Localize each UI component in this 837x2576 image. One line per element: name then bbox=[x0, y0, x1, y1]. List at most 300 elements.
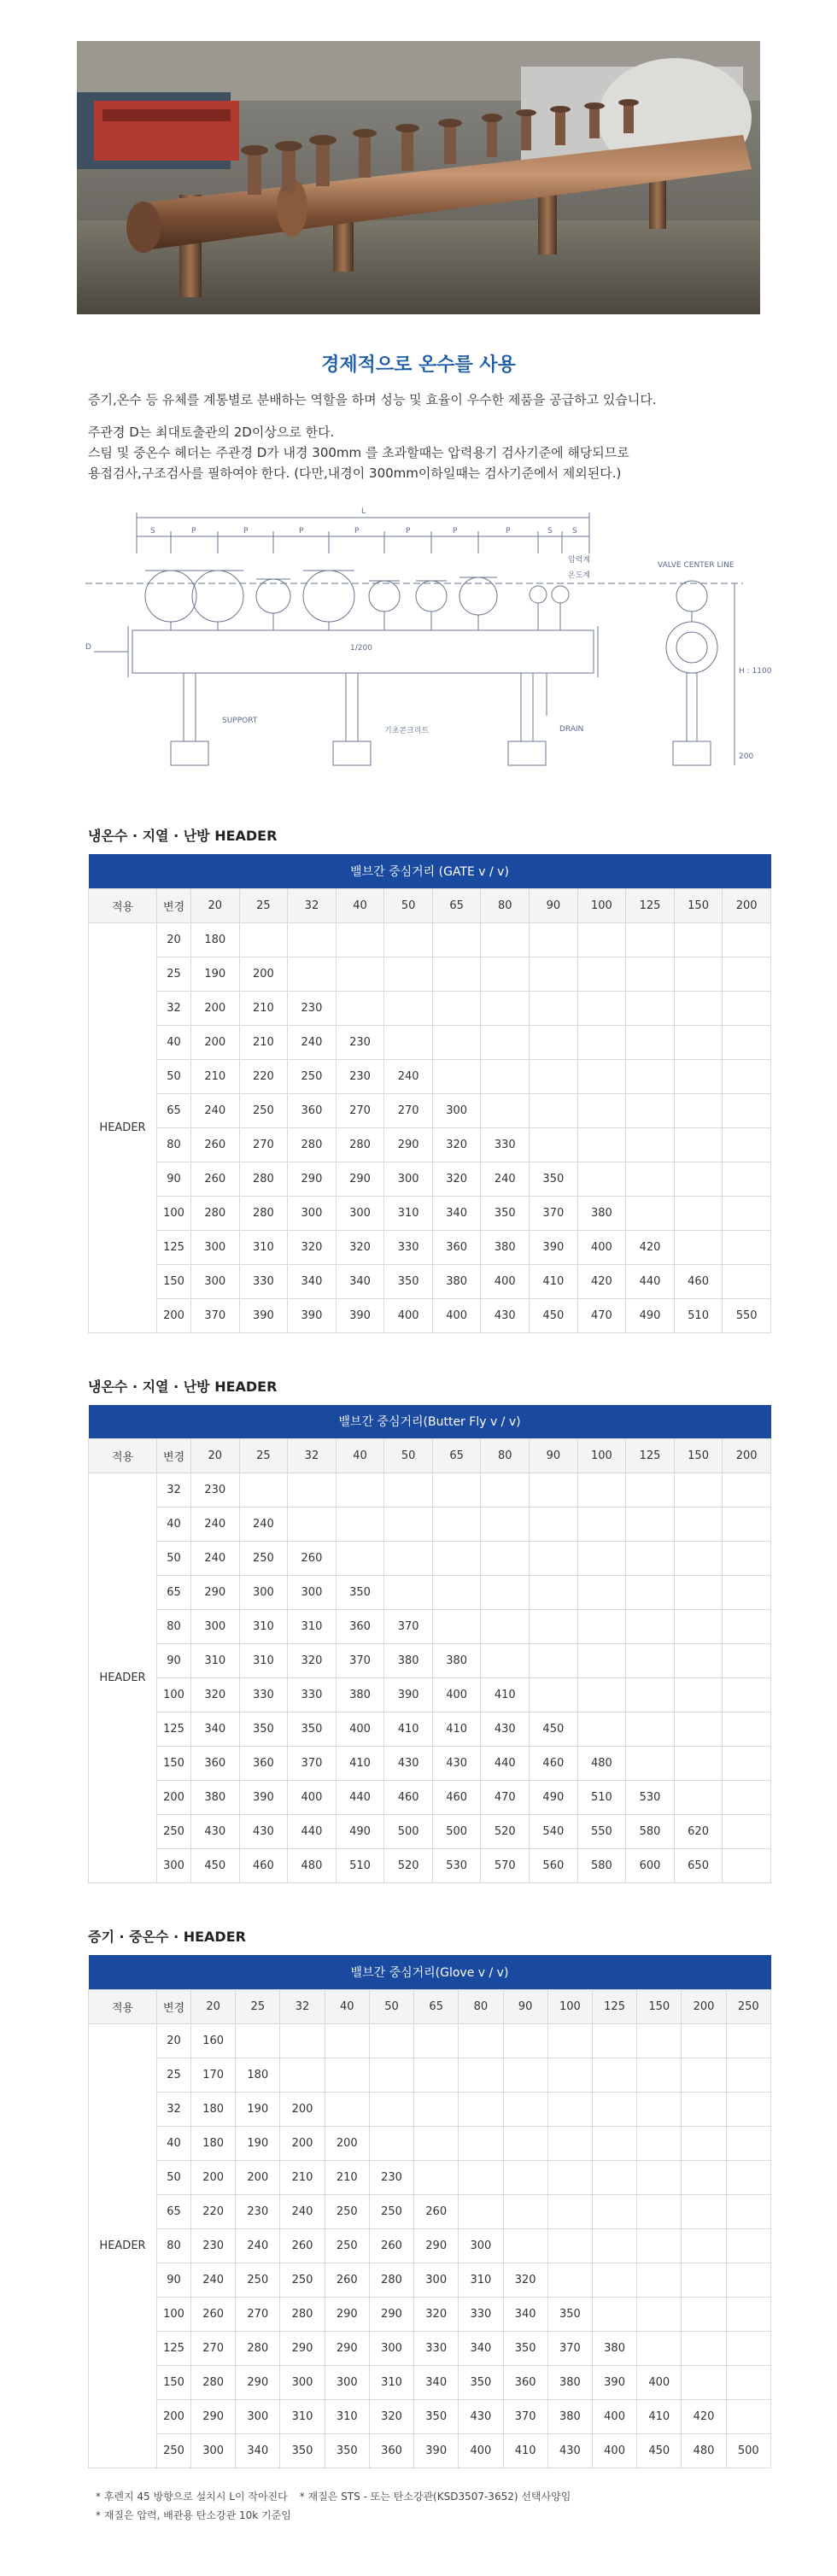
table-cell bbox=[547, 2194, 592, 2228]
row-size-cell: 32 bbox=[157, 1473, 191, 1508]
table-cell: 360 bbox=[239, 1747, 288, 1781]
table-cell bbox=[503, 2023, 547, 2058]
col-header: 200 bbox=[723, 1439, 771, 1473]
table-cell bbox=[637, 2228, 682, 2263]
table-cell bbox=[288, 957, 337, 991]
table-cell: 430 bbox=[239, 1815, 288, 1849]
table-header-row bbox=[89, 888, 771, 922]
table-cell: 260 bbox=[191, 1162, 240, 1196]
table-cell: 380 bbox=[592, 2331, 636, 2365]
table-cell: 250 bbox=[236, 2263, 280, 2297]
table-cell bbox=[547, 2126, 592, 2160]
table-row bbox=[89, 1508, 771, 1542]
row-size-cell: 90 bbox=[157, 1644, 191, 1678]
table-cell: 390 bbox=[239, 1298, 288, 1332]
table-cell: 290 bbox=[369, 2297, 413, 2331]
table-cell: 390 bbox=[384, 1678, 433, 1712]
table-cell bbox=[369, 2023, 413, 2058]
col-header: 32 bbox=[288, 888, 337, 922]
table-cell bbox=[723, 1747, 771, 1781]
table-cell bbox=[726, 2331, 770, 2365]
table-cell bbox=[577, 1025, 626, 1059]
row-size-cell: 40 bbox=[157, 1025, 191, 1059]
table-cell bbox=[288, 1508, 337, 1542]
table-cell bbox=[682, 2092, 726, 2126]
table-cell bbox=[432, 1576, 481, 1610]
table-cell: 300 bbox=[236, 2399, 280, 2433]
table-cell bbox=[674, 1473, 723, 1508]
table-cell: 450 bbox=[637, 2433, 682, 2468]
table-cell: 260 bbox=[288, 1542, 337, 1576]
table-cell: 300 bbox=[369, 2331, 413, 2365]
table-row bbox=[89, 1576, 771, 1610]
table-cell bbox=[336, 1508, 384, 1542]
table-title: 증기 · 중온수 · HEADER bbox=[88, 1929, 246, 1945]
table-cell: 480 bbox=[577, 1747, 626, 1781]
col-header: 150 bbox=[674, 1439, 723, 1473]
table-cell: 400 bbox=[432, 1678, 481, 1712]
table-cell: 270 bbox=[336, 1093, 384, 1127]
table-cell bbox=[481, 1473, 530, 1508]
row-size-cell: 80 bbox=[157, 1127, 191, 1162]
col-header: 150 bbox=[637, 1989, 682, 2023]
table-cell: 390 bbox=[239, 1781, 288, 1815]
row-size-cell: 40 bbox=[157, 1508, 191, 1542]
table-cell bbox=[626, 1162, 675, 1196]
table-cell bbox=[682, 2365, 726, 2399]
table-cell bbox=[432, 922, 481, 957]
row-size-cell: 25 bbox=[157, 2058, 191, 2092]
table-cell bbox=[637, 2023, 682, 2058]
table-cell: 500 bbox=[726, 2433, 770, 2468]
table-cell bbox=[530, 957, 578, 991]
table-cell bbox=[503, 2194, 547, 2228]
col-header: 125 bbox=[626, 1439, 675, 1473]
table-row bbox=[89, 1093, 771, 1127]
table-cell: 460 bbox=[432, 1781, 481, 1815]
table-cell: 450 bbox=[530, 1712, 578, 1747]
intro-note-line: 주관경 D는 최대토출관의 2D이상으로 한다. bbox=[88, 424, 335, 440]
table-cell: 320 bbox=[503, 2263, 547, 2297]
table-cell bbox=[674, 1127, 723, 1162]
table-cell bbox=[384, 1508, 433, 1542]
table-cell: 190 bbox=[191, 957, 240, 991]
table-cell: 280 bbox=[280, 2297, 325, 2331]
table-cell bbox=[626, 1127, 675, 1162]
table-cell: 180 bbox=[236, 2058, 280, 2092]
table-cell: 390 bbox=[530, 1230, 578, 1264]
table-row bbox=[89, 2092, 771, 2126]
table-cell bbox=[674, 922, 723, 957]
row-size-cell: 250 bbox=[157, 2433, 191, 2468]
table-cell: 350 bbox=[530, 1162, 578, 1196]
table-cell: 280 bbox=[239, 1162, 288, 1196]
col-header: 80 bbox=[481, 1439, 530, 1473]
table-cell: 510 bbox=[674, 1298, 723, 1332]
table-cell bbox=[384, 991, 433, 1025]
table-cell: 340 bbox=[336, 1264, 384, 1298]
table-cell: 250 bbox=[325, 2228, 369, 2263]
table-row bbox=[89, 1473, 771, 1508]
table-cell bbox=[481, 1644, 530, 1678]
table-cell bbox=[577, 1576, 626, 1610]
table-cell bbox=[682, 2194, 726, 2228]
footnotes bbox=[96, 2487, 837, 2525]
table-cell: 400 bbox=[384, 1298, 433, 1332]
table-cell: 380 bbox=[384, 1644, 433, 1678]
table-row bbox=[89, 1712, 771, 1747]
table-cell bbox=[637, 2092, 682, 2126]
table-cell: 300 bbox=[459, 2228, 503, 2263]
label-support: SUPPORT bbox=[222, 717, 258, 725]
table-cell bbox=[336, 922, 384, 957]
footnote: * 재질은 압력, 배관용 탄소강관 10k 기준임 bbox=[96, 2509, 291, 2521]
table-cell bbox=[726, 2228, 770, 2263]
col-header-apply: 적용 bbox=[89, 888, 157, 922]
table-cell: 380 bbox=[336, 1678, 384, 1712]
table-cell bbox=[723, 1264, 771, 1298]
dim-D: D bbox=[85, 643, 91, 652]
col-header: 50 bbox=[384, 1439, 433, 1473]
dim-P: P bbox=[354, 527, 360, 536]
col-header-size: 변경 bbox=[157, 1439, 191, 1473]
table-cell bbox=[592, 2092, 636, 2126]
table-cell: 350 bbox=[325, 2433, 369, 2468]
table-cell: 280 bbox=[288, 1127, 337, 1162]
table-cell bbox=[280, 2023, 325, 2058]
table-cell: 300 bbox=[191, 1610, 240, 1644]
table-cell bbox=[626, 1542, 675, 1576]
table-cell: 260 bbox=[369, 2228, 413, 2263]
table-cell: 240 bbox=[191, 1542, 240, 1576]
table-cell: 420 bbox=[682, 2399, 726, 2433]
table-row bbox=[89, 1849, 771, 1883]
table-cell: 290 bbox=[325, 2331, 369, 2365]
table-cell bbox=[481, 1542, 530, 1576]
dim-P: P bbox=[453, 527, 458, 536]
table-cell bbox=[674, 957, 723, 991]
table-cell bbox=[592, 2023, 636, 2058]
table-cell: 270 bbox=[384, 1093, 433, 1127]
table-cell bbox=[239, 922, 288, 957]
table-cell: 330 bbox=[414, 2331, 459, 2365]
table-cell: 380 bbox=[547, 2365, 592, 2399]
table-row bbox=[89, 1298, 771, 1332]
table-cell: 310 bbox=[369, 2365, 413, 2399]
table-cell bbox=[547, 2058, 592, 2092]
table-cell bbox=[723, 1644, 771, 1678]
table-cell bbox=[637, 2194, 682, 2228]
table-cell bbox=[592, 2228, 636, 2263]
table-cell: 440 bbox=[626, 1264, 675, 1298]
table-row bbox=[89, 991, 771, 1025]
table-cell: 440 bbox=[336, 1781, 384, 1815]
row-size-cell: 300 bbox=[157, 1849, 191, 1883]
table-cell: 440 bbox=[288, 1815, 337, 1849]
table-cell: 160 bbox=[191, 2023, 236, 2058]
table-cell: 320 bbox=[369, 2399, 413, 2433]
table-cell: 320 bbox=[432, 1162, 481, 1196]
table-cell bbox=[674, 1678, 723, 1712]
table-cell bbox=[637, 2331, 682, 2365]
table-cell bbox=[384, 1025, 433, 1059]
table-cell bbox=[481, 1059, 530, 1093]
table-cell bbox=[336, 991, 384, 1025]
table-cell bbox=[723, 991, 771, 1025]
table-cell: 350 bbox=[459, 2365, 503, 2399]
table-cell: 200 bbox=[191, 1025, 240, 1059]
table-cell bbox=[577, 1162, 626, 1196]
table-cell: 490 bbox=[530, 1781, 578, 1815]
table-cell bbox=[626, 1644, 675, 1678]
table-cell: 250 bbox=[325, 2194, 369, 2228]
footnote-row bbox=[96, 2487, 837, 2506]
table-cell bbox=[577, 991, 626, 1025]
intro-note-line: 용접검사,구조검사를 필하여야 한다. (다만,내경이 300mm이하일때는 검사기준에서 제외된다.) bbox=[88, 465, 622, 481]
table-cell bbox=[577, 1127, 626, 1162]
table-cell bbox=[723, 1712, 771, 1747]
table-cell: 200 bbox=[280, 2092, 325, 2126]
col-header: 65 bbox=[414, 1989, 459, 2023]
row-size-cell: 20 bbox=[157, 2023, 191, 2058]
table-cell bbox=[592, 2297, 636, 2331]
table-cell bbox=[481, 1508, 530, 1542]
table-cell: 360 bbox=[432, 1230, 481, 1264]
table-cell bbox=[288, 1473, 337, 1508]
table-cell: 310 bbox=[280, 2399, 325, 2433]
table-cell: 380 bbox=[432, 1644, 481, 1678]
table-cell bbox=[481, 1025, 530, 1059]
table-row bbox=[89, 1162, 771, 1196]
table-cell bbox=[481, 1576, 530, 1610]
table-cell: 230 bbox=[369, 2160, 413, 2194]
table-cell: 510 bbox=[336, 1849, 384, 1883]
table-cell bbox=[626, 1473, 675, 1508]
table-cell bbox=[325, 2058, 369, 2092]
table-cell: 290 bbox=[288, 1162, 337, 1196]
table-cell bbox=[637, 2263, 682, 2297]
table-cell: 620 bbox=[674, 1815, 723, 1849]
col-header: 25 bbox=[239, 888, 288, 922]
table-cell: 240 bbox=[384, 1059, 433, 1093]
table-cell: 350 bbox=[481, 1196, 530, 1230]
table-cell bbox=[626, 1196, 675, 1230]
table-cell bbox=[384, 957, 433, 991]
table-cell: 310 bbox=[239, 1644, 288, 1678]
table-cell: 340 bbox=[503, 2297, 547, 2331]
dim-S: S bbox=[572, 527, 577, 536]
table-cell bbox=[481, 957, 530, 991]
table-cell: 270 bbox=[236, 2297, 280, 2331]
table-cell: 420 bbox=[626, 1230, 675, 1264]
table-cell: 430 bbox=[547, 2433, 592, 2468]
table-cell: 360 bbox=[369, 2433, 413, 2468]
table-cell: 380 bbox=[481, 1230, 530, 1264]
table-cell bbox=[432, 1059, 481, 1093]
table-cell bbox=[723, 1059, 771, 1093]
table-cell: 210 bbox=[191, 1059, 240, 1093]
table-cell: 240 bbox=[191, 1093, 240, 1127]
col-header: 100 bbox=[577, 888, 626, 922]
table-cell: 340 bbox=[414, 2365, 459, 2399]
table-cell bbox=[626, 1093, 675, 1127]
table-cell: 390 bbox=[288, 1298, 337, 1332]
table-cell bbox=[626, 1025, 675, 1059]
page bbox=[0, 41, 837, 2576]
spec-table-butterfly bbox=[88, 1405, 771, 1884]
table-cell: 410 bbox=[336, 1747, 384, 1781]
table-cell bbox=[325, 2023, 369, 2058]
table-cell bbox=[726, 2194, 770, 2228]
row-size-cell: 100 bbox=[157, 2297, 191, 2331]
table-cell bbox=[414, 2023, 459, 2058]
table-cell: 430 bbox=[481, 1712, 530, 1747]
row-size-cell: 32 bbox=[157, 2092, 191, 2126]
table-cell bbox=[577, 1644, 626, 1678]
table-cell: 370 bbox=[384, 1610, 433, 1644]
table-cell bbox=[592, 2126, 636, 2160]
row-size-cell: 80 bbox=[157, 2228, 191, 2263]
table-cell: 470 bbox=[577, 1298, 626, 1332]
table-cell: 510 bbox=[577, 1781, 626, 1815]
table-cell: 310 bbox=[239, 1230, 288, 1264]
table-cell: 310 bbox=[191, 1644, 240, 1678]
table-cell: 450 bbox=[191, 1849, 240, 1883]
table-row bbox=[89, 1781, 771, 1815]
table-cell bbox=[481, 1610, 530, 1644]
table-cell bbox=[682, 2160, 726, 2194]
table-cell: 310 bbox=[288, 1610, 337, 1644]
table-cell: 390 bbox=[336, 1298, 384, 1332]
table-cell bbox=[530, 1678, 578, 1712]
table-cell: 260 bbox=[191, 1127, 240, 1162]
table-cell: 360 bbox=[288, 1093, 337, 1127]
table-cell bbox=[726, 2263, 770, 2297]
table-cell: 300 bbox=[191, 1230, 240, 1264]
table-cell: 290 bbox=[191, 2399, 236, 2433]
table-cell: 280 bbox=[336, 1127, 384, 1162]
table-cell: 310 bbox=[325, 2399, 369, 2433]
label-concrete: 기초콘크리트 bbox=[384, 727, 430, 735]
table-cell bbox=[432, 1025, 481, 1059]
table-row bbox=[89, 2297, 771, 2331]
table-cell: 330 bbox=[384, 1230, 433, 1264]
table-cell bbox=[723, 922, 771, 957]
table-cell: 180 bbox=[191, 2092, 236, 2126]
table-cell bbox=[577, 1678, 626, 1712]
table-cell bbox=[503, 2160, 547, 2194]
table-cell: 400 bbox=[432, 1298, 481, 1332]
table-cell: 370 bbox=[503, 2399, 547, 2433]
table-cell: 220 bbox=[191, 2194, 236, 2228]
table-cell: 300 bbox=[280, 2365, 325, 2399]
table-cell bbox=[369, 2058, 413, 2092]
table-cell: 460 bbox=[239, 1849, 288, 1883]
table-cell: 230 bbox=[236, 2194, 280, 2228]
table-cell bbox=[626, 1712, 675, 1747]
col-header: 250 bbox=[726, 1989, 770, 2023]
table-cell bbox=[592, 2263, 636, 2297]
table-cell bbox=[577, 1473, 626, 1508]
table-cell bbox=[626, 1610, 675, 1644]
table-cell: 400 bbox=[288, 1781, 337, 1815]
row-group-label: HEADER bbox=[89, 2023, 157, 2468]
table-cell: 260 bbox=[191, 2297, 236, 2331]
table-cell bbox=[726, 2297, 770, 2331]
table-row bbox=[89, 1059, 771, 1093]
table-cell bbox=[726, 2023, 770, 2058]
row-size-cell: 250 bbox=[157, 1815, 191, 1849]
table-cell: 580 bbox=[577, 1849, 626, 1883]
dim-S: S bbox=[150, 527, 155, 536]
table-row bbox=[89, 1815, 771, 1849]
col-header: 90 bbox=[503, 1989, 547, 2023]
table-cell: 230 bbox=[336, 1059, 384, 1093]
table-row bbox=[89, 1025, 771, 1059]
table-cell bbox=[592, 2058, 636, 2092]
table-row bbox=[89, 1542, 771, 1576]
table-cell bbox=[325, 2092, 369, 2126]
table-cell: 260 bbox=[325, 2263, 369, 2297]
table-cell bbox=[682, 2023, 726, 2058]
table-cell: 230 bbox=[288, 991, 337, 1025]
table-cell: 210 bbox=[280, 2160, 325, 2194]
table-cell: 350 bbox=[336, 1576, 384, 1610]
table-cell: 410 bbox=[481, 1678, 530, 1712]
table-cell bbox=[336, 1542, 384, 1576]
row-size-cell: 50 bbox=[157, 1542, 191, 1576]
table-cell: 240 bbox=[191, 1508, 240, 1542]
table-cell bbox=[723, 1576, 771, 1610]
table-cell: 190 bbox=[236, 2126, 280, 2160]
table-cell: 200 bbox=[191, 2160, 236, 2194]
col-header-apply: 적용 bbox=[89, 1439, 157, 1473]
table-cell bbox=[674, 1610, 723, 1644]
table-cell: 200 bbox=[191, 991, 240, 1025]
table-cell: 410 bbox=[637, 2399, 682, 2433]
table-cell bbox=[577, 957, 626, 991]
row-size-cell: 50 bbox=[157, 2160, 191, 2194]
table-cell: 230 bbox=[336, 1025, 384, 1059]
table-cell bbox=[723, 1230, 771, 1264]
row-size-cell: 32 bbox=[157, 991, 191, 1025]
row-size-cell: 125 bbox=[157, 1712, 191, 1747]
dim-P: P bbox=[506, 527, 511, 536]
col-header: 20 bbox=[191, 1439, 240, 1473]
table-cell bbox=[723, 1473, 771, 1508]
table-row bbox=[89, 2058, 771, 2092]
table-cell bbox=[239, 1473, 288, 1508]
table-cell: 360 bbox=[336, 1610, 384, 1644]
row-size-cell: 20 bbox=[157, 922, 191, 957]
table-cell bbox=[481, 922, 530, 957]
spec-table-gate bbox=[88, 854, 771, 1333]
table-cell: 280 bbox=[236, 2331, 280, 2365]
table-cell: 350 bbox=[414, 2399, 459, 2433]
table-cell bbox=[577, 1059, 626, 1093]
table-cell: 260 bbox=[280, 2228, 325, 2263]
table-cell: 280 bbox=[191, 1196, 240, 1230]
table-cell bbox=[547, 2092, 592, 2126]
table-cell bbox=[674, 1644, 723, 1678]
table-cell bbox=[530, 1473, 578, 1508]
table-cell: 240 bbox=[288, 1025, 337, 1059]
table-cell: 600 bbox=[626, 1849, 675, 1883]
table-cell: 210 bbox=[239, 991, 288, 1025]
diagram-drawing bbox=[77, 502, 772, 784]
table-cell bbox=[674, 1196, 723, 1230]
table-cell: 280 bbox=[239, 1196, 288, 1230]
